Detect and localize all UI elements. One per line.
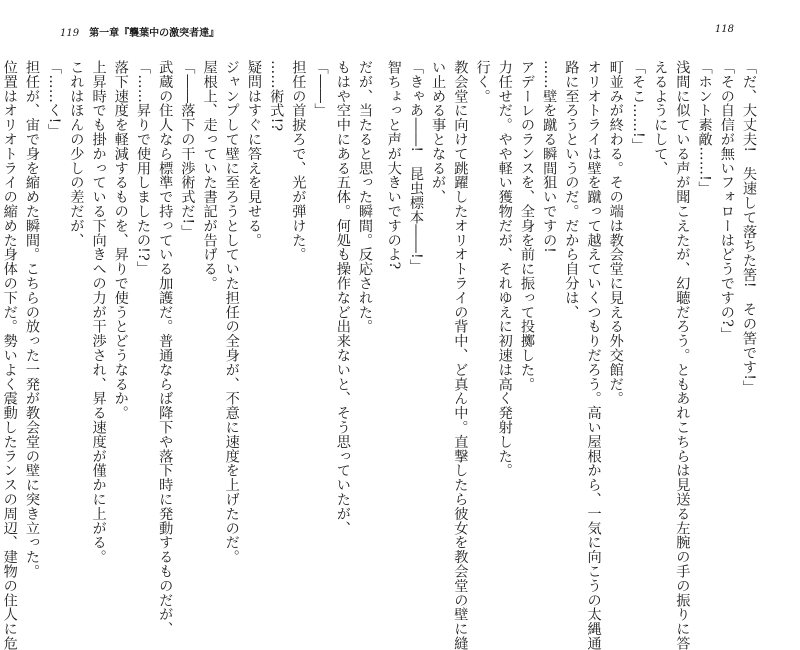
text-line: 上昇時でも掛かっている下向きへの力が干渉され、昇る速度が僅かに上がる。 [90,60,107,564]
text-line: 「ホント素敵……!」 [696,60,713,196]
text-line: 力任せだ。やや軽い獲物だが、それゆえに初速は高く発射した。 [496,60,513,478]
right-page [385,0,800,650]
text-line: 町並みが終わる。その端は教会堂に見える外交館だ。 [607,60,624,406]
body-text [1,60,376,650]
text-line: 行く。 [474,60,491,104]
body-text [385,60,760,650]
running-header [60,24,219,39]
text-line: ……術式!? [268,60,285,132]
text-line: 担任が、宙で身を縮めた瞬間。こちらの放った一発が教会堂の壁に突き立った。 [23,60,40,579]
text-line: 「――」 [312,60,329,118]
text-line: オリオトライは壁を蹴って越えていくつもりだろう。高い屋根から、一気に向こうの太縄通 [585,60,602,650]
text-line: 「……昇りで使用しましたの!?」 [134,60,151,276]
text-line: 教会堂に向けて跳躍したオリオトライの背中、ど真ん中。直撃したら彼女を教会堂の壁に縫 [452,60,469,650]
text-line: ……壁を蹴る瞬間狙いですの! [541,60,558,254]
text-line: もはや空中にある五体。何処も操作など出来ないと、そう思っていたが、 [334,60,351,536]
text-line: 疑問はすぐに答えを見せる。 [245,60,262,248]
text-line: これはほんの少しの差だが、 [68,60,85,248]
text-line: 屋根上、走っていた書記が告げる。 [201,60,218,291]
running-header [715,24,744,35]
text-line: えるようにして、 [652,60,669,176]
text-line: 位置はオリオトライの縮めた身体の下だ。勢いよく震動したランスの周辺、建物の住人に危 [1,60,18,650]
text-line: い止める事となるが、 [430,60,447,204]
text-line: 「きゃあ――! 昆虫標本――!」 [407,60,424,274]
page-number: 118 [714,24,734,35]
text-line: 落下速度を軽減するものを、昇りで使うとどうなるか。 [112,60,129,420]
text-line: 「……く!」 [46,60,63,138]
chapter-title: 第一章『襲葉中の激突者達』 [89,28,220,39]
text-line: ジャンプして壁に至ろうとしていた担任の全身が、不意に速度を上げたのだ。 [223,60,240,564]
text-line: 担任の首捩ろで、光が弾けた。 [290,60,307,262]
text-line: アデーレのランスを、全身を前に振って投擲した。 [518,60,535,392]
text-line: 「――落下の干渉術式だ!」 [179,60,196,239]
text-line: 武蔵の住人なら標準で持っている加護だ。普通ならば降下や落下時に発動するものだが、 [157,60,174,636]
text-line: 「そこ……!」 [629,60,646,153]
text-line: 浅間に似ている声が聞こえたが、幻聴だろう。ともあれこちらは見送る左腕の手の振りに答 [674,60,691,650]
text-line: 智ちょっと声が大きいですのよ? [385,60,402,270]
text-line: 「だ、大丈夫! 失速して落ちた筈! その筈です!」 [741,60,757,395]
text-line: 「その自信が無いフォローはどうですの?」 [718,60,735,342]
page-number: 119 [60,28,80,39]
text-line: だが、当たると思った瞬間。反応された。 [357,60,373,334]
text-line: 路に至ろうというのだ。だから自分は、 [563,60,580,320]
